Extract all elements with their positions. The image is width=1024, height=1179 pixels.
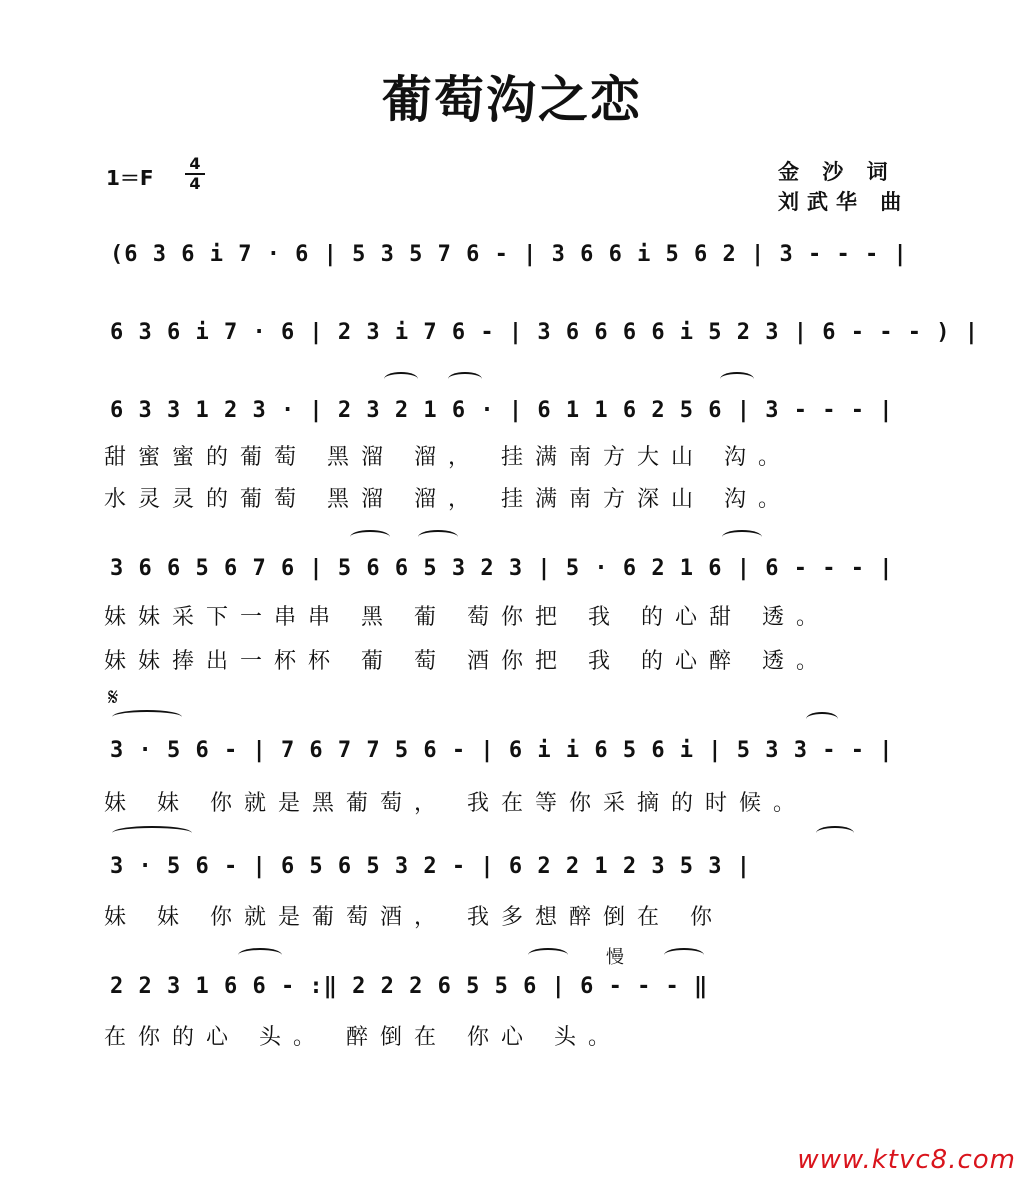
site-watermark: www.ktvc8.com <box>797 1145 1016 1175</box>
slur-mark <box>816 826 854 840</box>
time-signature-bottom: 4 <box>189 174 201 193</box>
composer-credit: 刘武华 曲 <box>778 190 910 214</box>
slur-mark <box>350 530 390 544</box>
segno-sign: 𝄋 <box>108 683 119 711</box>
slur-mark <box>448 372 482 386</box>
score-line-3: 6 3 3 1 2 3 · | 2 3 2 1 6 · | 6 1 1 6 2 5 6 | 3 - - - | <box>110 398 894 423</box>
slur-mark <box>722 530 762 544</box>
score-line-2: 6 3 6 i 7 · 6 | 2 3 i 7 6 - | 3 6 6 6 6 i 5 2 3 | 6 - - - ) | <box>110 320 979 345</box>
slur-mark <box>112 710 182 724</box>
slur-mark <box>664 948 704 962</box>
lyric-line-5: 妹 妹 你就是黑葡萄， 我在等你采摘的时候。 <box>104 791 807 816</box>
slur-mark <box>720 372 754 386</box>
lyricist-credit: 金 沙 词 <box>778 160 896 184</box>
time-signature <box>185 156 205 192</box>
lyric-line-3a: 甜蜜蜜的葡萄 黑溜 溜， 挂满南方大山 沟。 <box>104 445 792 470</box>
lyric-line-3b: 水灵灵的葡萄 黑溜 溜， 挂满南方深山 沟。 <box>104 487 792 512</box>
slur-mark <box>806 712 838 726</box>
slur-mark <box>112 826 192 840</box>
lyric-line-7: 在你的心 头。 醉倒在 你心 头。 <box>104 1025 622 1050</box>
score-line-1: (6 3 6 i 7 · 6 | 5 3 5 7 6 - | 3 6 6 i 5 6 2 | 3 - - - | <box>110 242 908 267</box>
key-signature: 1＝F <box>106 166 154 190</box>
slur-mark <box>238 948 282 962</box>
slur-mark <box>384 372 418 386</box>
score-line-4: 3 6 6 5 6 7 6 | 5 6 6 5 3 2 3 | 5 · 6 2 1 6 | 6 - - - | <box>110 556 894 581</box>
slur-mark <box>418 530 458 544</box>
song-title: 葡萄沟之恋 <box>382 71 642 129</box>
score-line-7: 2 2 3 1 6 6 - :‖ 2 2 2 6 5 5 6 | 6 - - - ‖ <box>110 974 709 999</box>
lyric-line-6: 妹 妹 你就是葡萄酒， 我多想醉倒在 你 <box>104 905 724 930</box>
lyric-line-4a: 妹妹采下一串串 黑 葡 萄你把 我 的心甜 透。 <box>104 605 830 630</box>
lyric-line-4b: 妹妹捧出一杯杯 葡 萄 酒你把 我 的心醉 透。 <box>104 649 830 674</box>
score-line-5: 3 · 5 6 - | 7 6 7 7 5 6 - | 6 i i 6 5 6 i | 5 3 3 - - | <box>110 738 894 763</box>
score-line-6: 3 · 5 6 - | 6 5 6 5 3 2 - | 6 2 2 1 2 3 5 3 | <box>110 854 752 879</box>
time-signature-top: 4 <box>189 154 201 173</box>
tempo-mark-slow: 慢 <box>606 947 624 968</box>
slur-mark <box>528 948 568 962</box>
